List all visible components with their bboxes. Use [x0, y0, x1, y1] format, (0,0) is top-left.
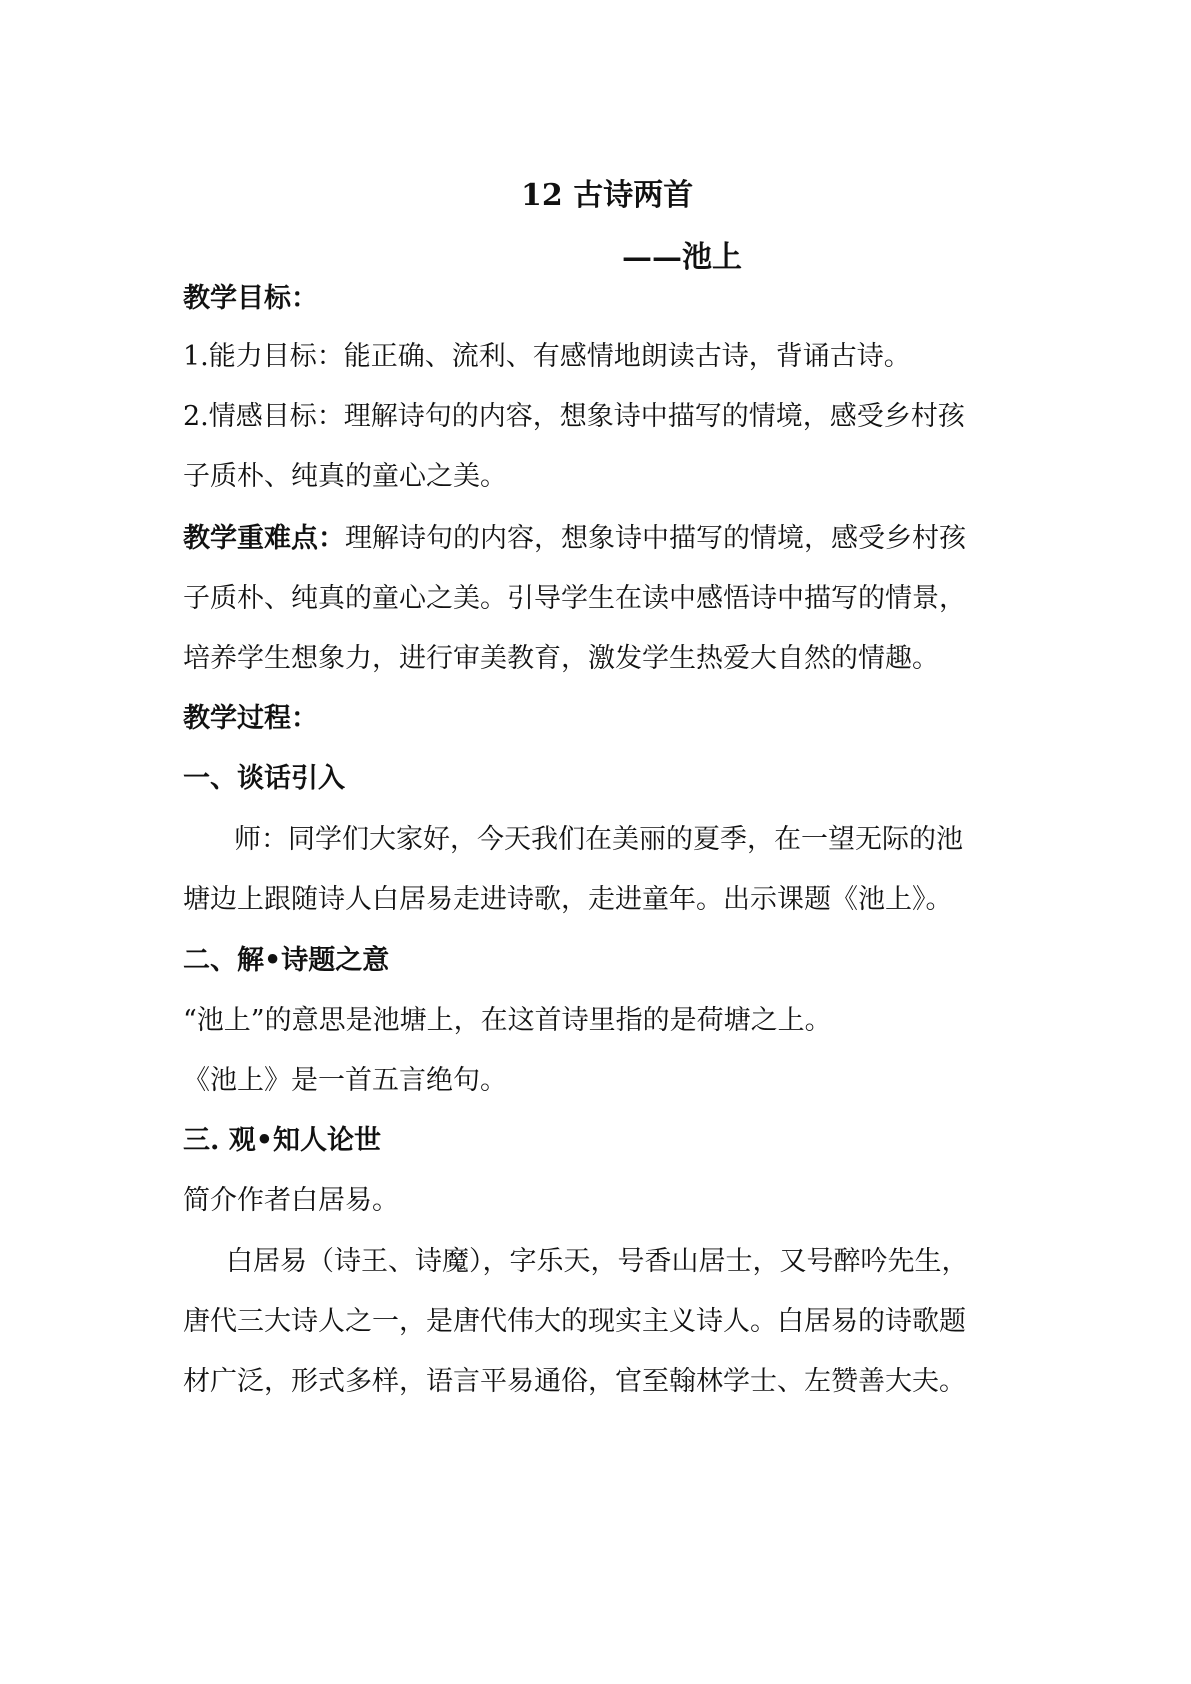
section-2-heading: 二、解•诗题之意: [183, 945, 390, 976]
key-points-line-1: 理解诗句的内容，想象诗中描写的情境，感受乡村孩: [345, 523, 966, 554]
document-title: 12 古诗两首: [521, 178, 694, 213]
section-3-heading: 三. 观•知人论世: [183, 1125, 382, 1156]
goal-2-line-2: 子质朴、纯真的童心之美。: [183, 461, 507, 492]
section-1-line-2: 塘边上跟随诗人白居易走进诗歌，走进童年。出示课题《池上》。: [183, 884, 953, 915]
key-points-label: 教学重难点：: [183, 523, 345, 554]
key-points-line-2: 子质朴、纯真的童心之美。引导学生在读中感悟诗中描写的情景，: [183, 583, 966, 614]
section-3-line-2: 白居易（诗王、诗魔），字乐天，号香山居士，又号醉吟先生，: [226, 1246, 969, 1277]
section-2-line-2: 《池上》是一首五言绝句。: [183, 1065, 507, 1096]
goal-2-line-1: 2.情感目标：理解诗句的内容，想象诗中描写的情境，感受乡村孩: [183, 401, 965, 432]
key-points-line-3: 培养学生想象力，进行审美教育，激发学生热爱大自然的情趣。: [183, 643, 939, 674]
goal-1: 1.能力目标：能正确、流利、有感情地朗读古诗，背诵古诗。: [183, 341, 911, 372]
section-3-line-3: 唐代三大诗人之一，是唐代伟大的现实主义诗人。白居易的诗歌题: [183, 1306, 966, 1337]
section-2-line-1: “池上”的意思是池塘上，在这首诗里指的是荷塘之上。: [183, 1005, 832, 1036]
document-subtitle: ——池上: [622, 240, 742, 275]
section-3-line-4: 材广泛，形式多样，语言平易通俗，官至翰林学士、左赞善大夫。: [183, 1366, 966, 1397]
section-3-line-1: 简介作者白居易。: [183, 1185, 399, 1216]
section-1-heading: 一、谈话引入: [183, 763, 345, 794]
key-points-paragraph: [183, 522, 966, 556]
section-1-line-1: 师：同学们大家好，今天我们在美丽的夏季，在一望无际的池: [234, 824, 963, 855]
process-heading: 教学过程：: [183, 703, 318, 734]
goals-heading: 教学目标：: [183, 283, 318, 314]
